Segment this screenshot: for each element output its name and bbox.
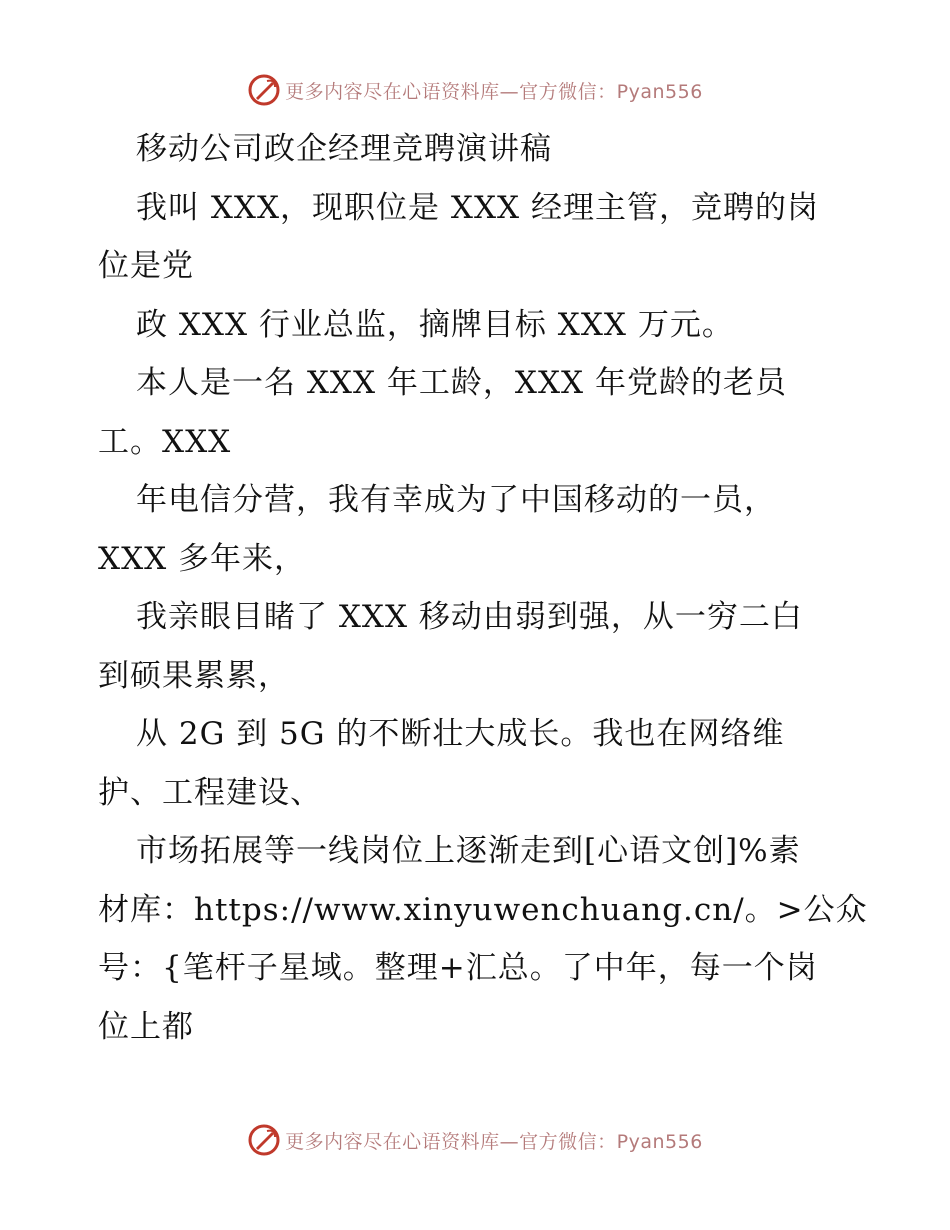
paragraph-line: 本人是一名 XXX 年工龄，XXX 年党龄的老员	[136, 365, 787, 401]
quill-pen-logo-icon	[247, 73, 281, 107]
paragraph-line: 我亲眼目睹了 XXX 移动由弱到强，从一穷二白	[136, 599, 803, 635]
paragraph-line: 政 XXX 行业总监，摘牌目标 XXX 万元。	[136, 306, 734, 343]
paragraph-line: 号：{笔杆子星域。整理+汇总。了中年，每一个岗	[98, 950, 818, 986]
paragraph-line: 市场拓展等一线岗位上逐渐走到[心语文创]%素	[136, 833, 801, 869]
paragraph-line: XXX 多年来，	[98, 540, 307, 577]
footer-banner	[0, 1120, 950, 1160]
paragraph-line: 到硕果累累，	[98, 657, 290, 694]
header-banner	[0, 70, 950, 110]
paragraph-line: 年电信分营，我有幸成为了中国移动的一员，	[136, 482, 776, 518]
quill-pen-logo-icon	[247, 1123, 281, 1157]
footer-banner-text: 更多内容尽在心语资料库—官方微信：Pyan556	[285, 1130, 703, 1153]
document-title: 移动公司政企经理竞聘演讲稿	[136, 131, 552, 167]
paragraph-line: 从 2G 到 5G 的不断壮大成长。我也在网络维	[136, 716, 785, 752]
paragraph-line: 位是党	[98, 248, 194, 284]
paragraph-line: 我叫 XXX，现职位是 XXX 经理主管，竞聘的岗	[136, 189, 819, 226]
document-body	[98, 120, 868, 1056]
header-banner-text: 更多内容尽在心语资料库—官方微信：Pyan556	[285, 80, 703, 103]
paragraph-line: 工。XXX	[98, 423, 232, 460]
paragraph-line: 位上都	[98, 1008, 194, 1045]
paragraph-line: 材库：https://www.xinyuwenchuang.cn/。>公众	[98, 891, 868, 928]
paragraph-line: 护、工程建设、	[98, 774, 322, 811]
